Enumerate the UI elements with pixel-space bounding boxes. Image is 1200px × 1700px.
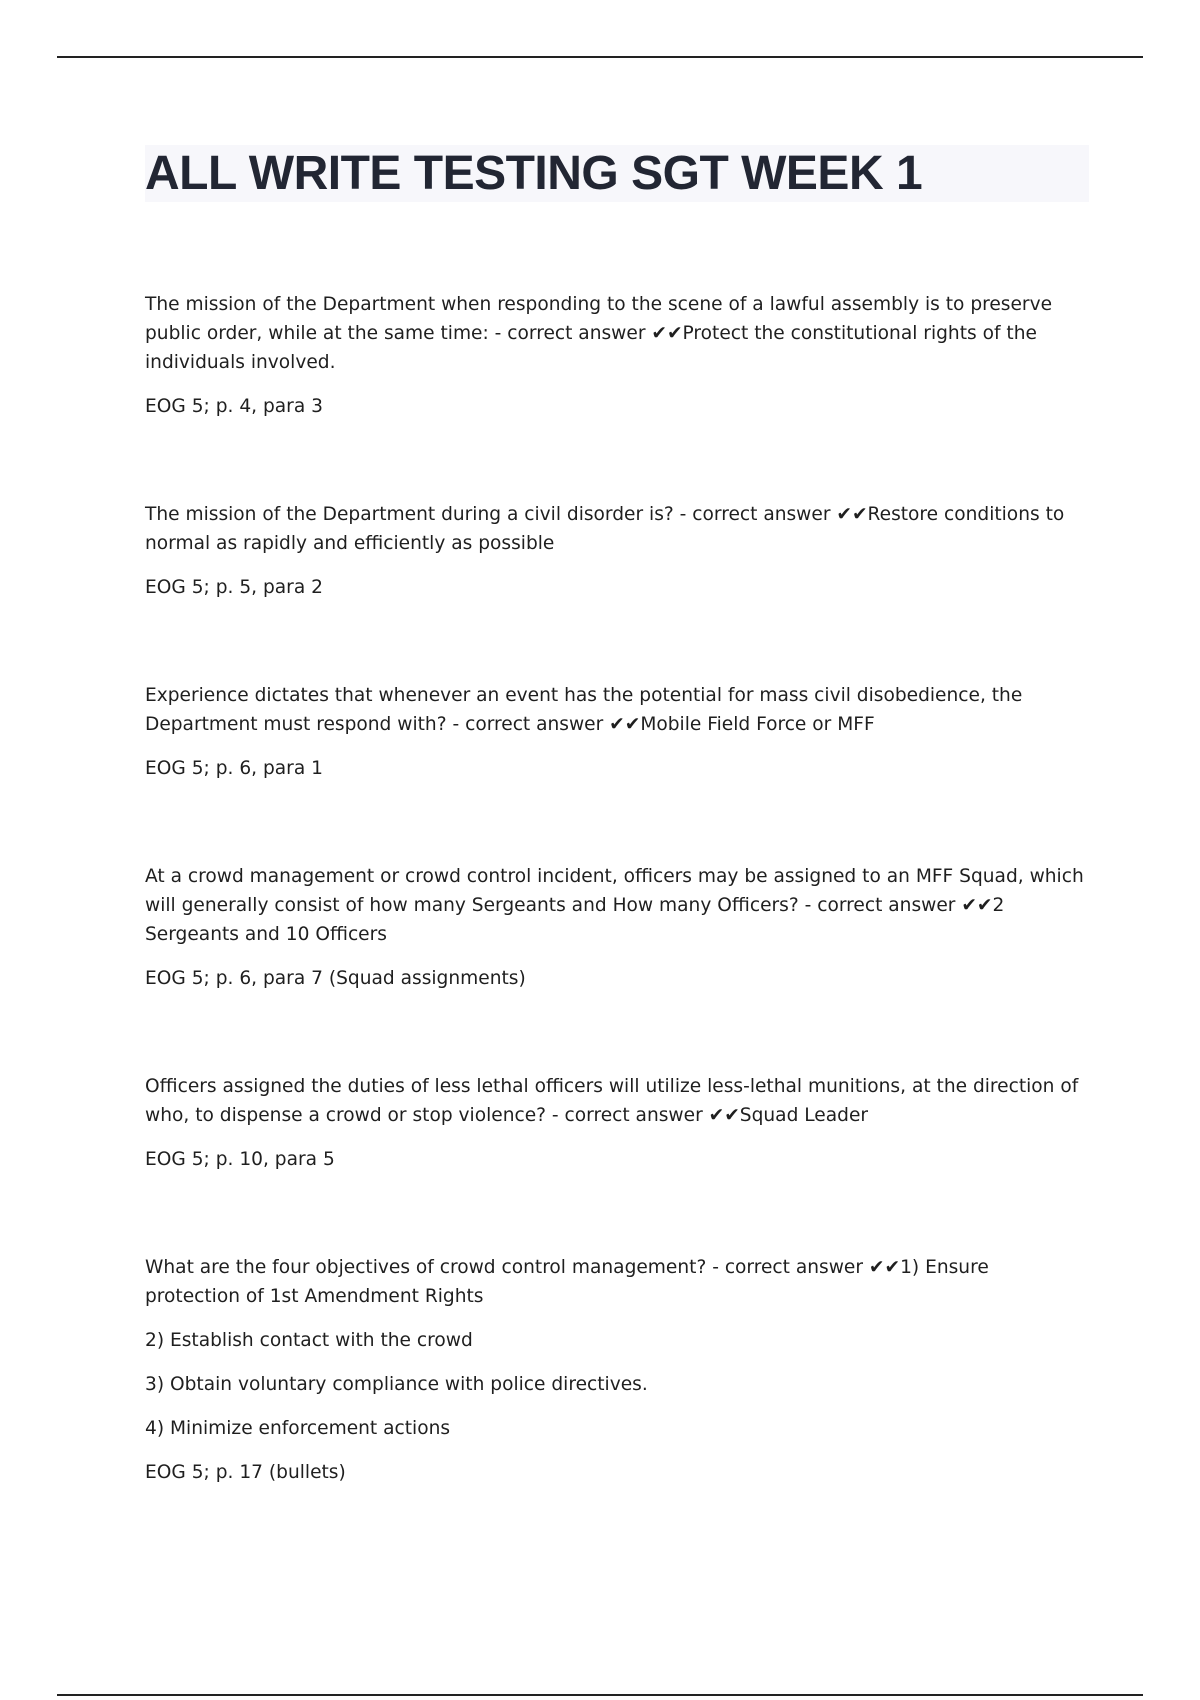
question-text: What are the four objectives of crowd control management? - correct answer ✔✔1) Ensure protection of 1st Amendment Rights	[145, 1257, 989, 1307]
document-body	[145, 290, 1085, 1487]
qa-item	[145, 1253, 1085, 1487]
qa-item	[145, 681, 1085, 783]
question-text: At a crowd management or crowd control incident, officers may be assigned to an MFF Squad, which will generally consist of how many Sergeants and How many Officers? - correct answer ✔✔2 Sergeants and 10 Officers	[145, 866, 1084, 945]
qa-item	[145, 862, 1085, 993]
reference-text: EOG 5; p. 6, para 7 (Squad assignments)	[145, 968, 526, 989]
document-title: ALL WRITE TESTING SGT WEEK 1	[145, 147, 923, 200]
question-text: The mission of the Department when responding to the scene of a lawful assembly is to preserve public order, while at the same time: - correct answer ✔✔Protect the constitutional rights of the individuals involved.	[145, 294, 1053, 373]
qa-item	[145, 290, 1085, 421]
question-text: The mission of the Department during a civil disorder is? - correct answer ✔✔Restore conditions to normal as rapidly and efficiently as possible	[145, 504, 1065, 554]
answer-line: 2) Establish contact with the crowd	[145, 1330, 473, 1351]
reference-text: EOG 5; p. 10, para 5	[145, 1149, 335, 1170]
qa-item	[145, 1072, 1085, 1174]
answer-line: 3) Obtain voluntary compliance with police directives.	[145, 1374, 648, 1395]
header-rule	[57, 56, 1143, 58]
question-text: Experience dictates that whenever an event has the potential for mass civil disobedience, the Department must respond with? - correct answer ✔✔Mobile Field Force or MFF	[145, 685, 1023, 735]
question-text: Officers assigned the duties of less lethal officers will utilize less-lethal munitions, at the direction of who, to dispense a crowd or stop violence? - correct answer ✔✔Squad Leader	[145, 1076, 1079, 1126]
qa-item	[145, 500, 1085, 602]
footer-rule	[57, 1694, 1143, 1696]
reference-text: EOG 5; p. 17 (bullets)	[145, 1462, 346, 1483]
answer-line: 4) Minimize enforcement actions	[145, 1418, 451, 1439]
reference-text: EOG 5; p. 5, para 2	[145, 577, 323, 598]
reference-text: EOG 5; p. 4, para 3	[145, 396, 323, 417]
reference-text: EOG 5; p. 6, para 1	[145, 758, 323, 779]
